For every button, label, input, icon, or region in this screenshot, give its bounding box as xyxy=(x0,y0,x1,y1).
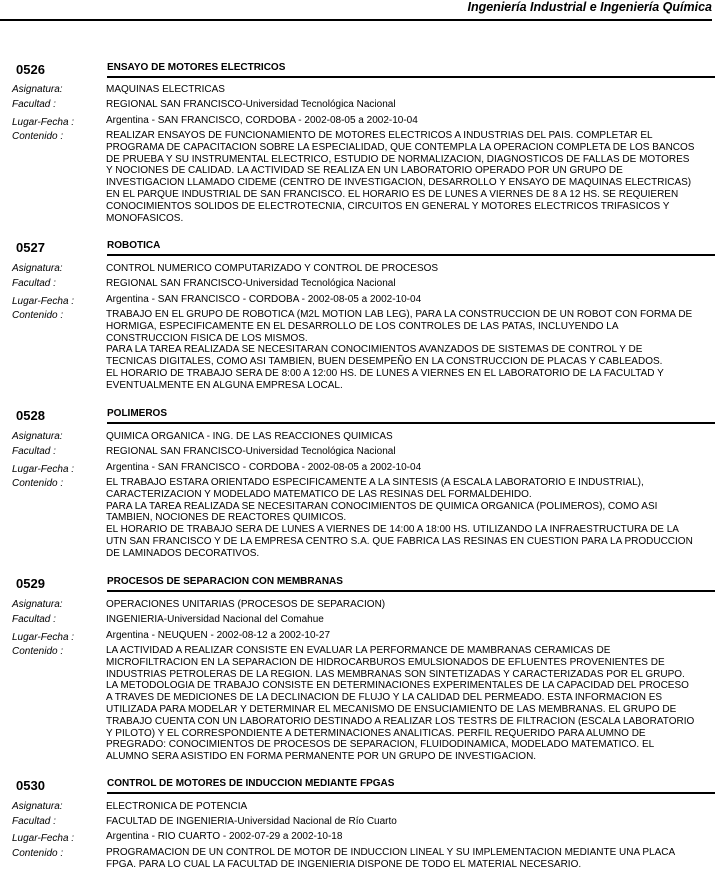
facultad-value: FACULTAD DE INGENIERIA-Universidad Nacional de Río Cuarto xyxy=(106,816,397,827)
lugar-fecha-label: Lugar-Fecha : xyxy=(12,632,75,643)
entry-title: ROBOTICA xyxy=(107,240,161,251)
entry-rule xyxy=(107,254,715,256)
lugar-fecha-value: Argentina - SAN FRANCISCO - CORDOBA - 2002-08-05 a 2002-10-04 xyxy=(106,462,422,473)
contenido-text: TRABAJO EN EL GRUPO DE ROBOTICA (M2L MOTION LAB LEG), PARA LA CONSTRUCCION DE UN ROBOT CON FORMA DE HORMIGA, ESPECIFICAMENTE EN EL DESARROLLO DE LOS CONTROLES DE LAS PATAS, INCLUYENDO LA CONSTRUCCION FISICA DE LOS MISMOS. PARA LA TAREA REALIZADA SE NECESITARAN CONOCIMIENTOS AVANZADOS DE SISTEMAS DE CONTROL Y DE TECNICAS DIGITALES, COMO ASI TAMBIEN, BUEN DESEMPEÑO EN LA CONSTRUCCION DE PLACAS Y CABLEADOS. EL HORARIO DE TRABAJO SERA DE 8:00 A 12:00 HS. DE LUNES A VIERNES EN EL LABORATORIO DE LA FACULTAD Y EVENTUALMENTE EN ALGUNA EMPRESA LOCAL. xyxy=(106,309,693,391)
entry-title: PROCESOS DE SEPARACION CON MEMBRANAS xyxy=(107,576,343,587)
lugar-fecha-value: Argentina - SAN FRANCISCO, CORDOBA - 2002-08-05 a 2002-10-04 xyxy=(106,115,418,126)
lugar-fecha-value: Argentina - SAN FRANCISCO - CORDOBA - 2002-08-05 a 2002-10-04 xyxy=(106,294,422,305)
entry-number: 0530 xyxy=(16,778,45,793)
entry-0527 xyxy=(0,240,716,395)
entry-title: CONTROL DE MOTORES DE INDUCCION MEDIANTE FPGAS xyxy=(107,778,395,789)
facultad-label: Facultad : xyxy=(12,614,56,625)
entry-rule xyxy=(107,590,715,592)
facultad-value: REGIONAL SAN FRANCISCO-Universidad Tecnológica Nacional xyxy=(106,446,396,457)
contenido-label: Contenido : xyxy=(12,848,64,859)
asignatura-value: CONTROL NUMERICO COMPUTARIZADO Y CONTROL DE PROCESOS xyxy=(106,263,439,274)
asignatura-value: OPERACIONES UNITARIAS (PROCESOS DE SEPARACION) xyxy=(106,599,386,610)
lugar-fecha-label: Lugar-Fecha : xyxy=(12,833,75,844)
lugar-fecha-value: Argentina - RIO CUARTO - 2002-07-29 a 2002-10-18 xyxy=(106,831,343,842)
asignatura-value: MAQUINAS ELECTRICAS xyxy=(106,84,225,95)
entry-rule xyxy=(107,76,715,78)
facultad-value: INGENIERIA-Universidad Nacional del Comahue xyxy=(106,614,324,625)
asignatura-label: Asignatura: xyxy=(12,801,63,812)
entry-title: POLIMEROS xyxy=(107,408,168,419)
entry-0530 xyxy=(0,778,716,871)
asignatura-label: Asignatura: xyxy=(12,599,63,610)
entry-rule xyxy=(107,422,715,424)
facultad-label: Facultad : xyxy=(12,446,56,457)
facultad-value: REGIONAL SAN FRANCISCO-Universidad Tecnológica Nacional xyxy=(106,278,396,289)
entry-number: 0528 xyxy=(16,408,45,423)
lugar-fecha-label: Lugar-Fecha : xyxy=(12,296,75,307)
entry-number: 0527 xyxy=(16,240,45,255)
page-header: Ingeniería Industrial e Ingeniería Química xyxy=(467,0,712,14)
facultad-value: REGIONAL SAN FRANCISCO-Universidad Tecnológica Nacional xyxy=(106,99,396,110)
facultad-label: Facultad : xyxy=(12,278,56,289)
entry-0529 xyxy=(0,576,716,766)
asignatura-value: QUIMICA ORGANICA - ING. DE LAS REACCIONES QUIMICAS xyxy=(106,431,393,442)
asignatura-label: Asignatura: xyxy=(12,431,63,442)
contenido-text: EL TRABAJO ESTARA ORIENTADO ESPECIFICAMENTE A LA SINTESIS (A ESCALA LABORATORIO E INDUSTRIAL), CARACTERIZACION Y MODELADO MATEMATICO DE LAS RESINAS DEL FORMALDEHIDO. PARA LA TAREA REALIZADA SE NECESITARAN CONOCIMIENTOS DE QUIMICA ORGANICA (POLIMEROS), COMO ASI TAMBIEN, NOCIONES DE REACTORES QUIMICOS. EL HORARIO DE TRABAJO SERA DE LUNES A VIERNES DE 14:00 A 18:00 HS. UTILIZANDO LA INFRAESTRUCTURA DE LA UTN SAN FRANCISCO Y DE LA EMPRESA CENTRO S.A. QUE FABRICA LAS RESINAS EN CUESTION PARA LA PRODUCCION DE LAMINADOS DECORATIVOS. xyxy=(106,477,693,559)
header-rule xyxy=(0,19,712,21)
contenido-label: Contenido : xyxy=(12,310,64,321)
contenido-label: Contenido : xyxy=(12,478,64,489)
entry-0528 xyxy=(0,408,716,563)
entry-rule xyxy=(107,792,715,794)
lugar-fecha-value: Argentina - NEUQUEN - 2002-08-12 a 2002-10-27 xyxy=(106,630,331,641)
facultad-label: Facultad : xyxy=(12,816,56,827)
contenido-text: LA ACTIVIDAD A REALIZAR CONSISTE EN EVALUAR LA PERFORMANCE DE MAMBRANAS CERAMICAS DE MICROFILTRACION EN LA SEPARACION DE HIDROCARBUROS EMULSIONADOS DE EFLUENTES PROVENIENTES DE INDUSTRIAS PETROLERAS DE LA REGION. LAS MEMBRANAS SON SINTETIZADAS Y CARACTERIZADAS POR EL GRUPO. LA METODOLOGIA DE TRABAJO CONSISTE EN DETERMINACIONES EXPERIMENTALES DE LA CAPACIDAD DEL PROCESO A TRAVES DE MEDICIONES DE LA DECLINACION DE FLUJO Y LA CALIDAD DEL PERMEADO. ESTA INFORMACION ES UTILIZADA PARA MODELAR Y DETERMINAR EL MECANISMO DE ENSUCIAMIENTO DE LAS MEMBRANAS. EL GRUPO DE TRABAJO CUENTA CON UN LABORATORIO DESTINADO A REALIZAR LOS TESTRS DE FILTRACION (ESCALA LABORATORIO Y PILOTO) Y EL CORRESPONDIENTE A DETERMINACIONES ANALITICAS. PERFIL REQUERIDO PARA ALUMNO DE PREGRADO: CONOCIMIENTOS DE PROCESOS DE SEPARACION, FLUIDODINAMICA, MODELADO MATEMATICO. EL ALUMNO SERA ASISTIDO EN FORMA PERMANENTE POR UN GRUPO DE INVESTIGACION. xyxy=(106,645,695,763)
entry-number: 0529 xyxy=(16,576,45,591)
facultad-label: Facultad : xyxy=(12,99,56,110)
entry-number: 0526 xyxy=(16,62,45,77)
contenido-text: PROGRAMACION DE UN CONTROL DE MOTOR DE INDUCCION LINEAL Y SU IMPLEMENTACION MEDIANTE UNA PLACA FPGA. PARA LO CUAL LA FACULTAD DE INGENIERIA DISPONE DE TODO EL MATERIAL NECESARIO. xyxy=(106,847,676,870)
asignatura-label: Asignatura: xyxy=(12,84,63,95)
entry-0526 xyxy=(0,62,716,227)
lugar-fecha-label: Lugar-Fecha : xyxy=(12,117,75,128)
asignatura-label: Asignatura: xyxy=(12,263,63,274)
lugar-fecha-label: Lugar-Fecha : xyxy=(12,464,75,475)
contenido-text: REALIZAR ENSAYOS DE FUNCIONAMIENTO DE MOTORES ELECTRICOS A INDUSTRIAS DEL PAIS. COMPLETAR EL PROGRAMA DE CAPACITACION SOBRE LA ESPECIALIDAD, QUE CONTEMPLA LA OPERACION COMPLETA DE LOS BANCOS DE PRUEBA Y SU INSTRUMENTAL ELECTRICO, ESTUDIO DE NORMALIZACION, DIAGNOSTICOS DE FALLAS DE MOTORES Y NOCIONES DE CALIDAD. LA ACTIVIDAD SE REALIZA EN UN LABORATORIO OPERADO POR UN GRUPO DE INVESTIGACION LLAMADO CIDEME (CENTRO DE INVESTIGACION, DESARROLLO Y ENSAYO DE MAQUINAS ELECTRICAS) EN EL PARQUE INDUSTRIAL DE SAN FRANCISCO. EL HORARIO ES DE LUNES A VIERNES DE 8 A 12 HS. SE REQUIEREN CONOCIMIENTOS SOLIDOS DE ELECTROTECNIA, CIRCUITOS EN GENERAL Y MOTORES ELECTRICOS TRIFASICOS Y MONOFASICOS. xyxy=(106,130,695,224)
contenido-label: Contenido : xyxy=(12,646,64,657)
asignatura-value: ELECTRONICA DE POTENCIA xyxy=(106,801,248,812)
contenido-label: Contenido : xyxy=(12,131,64,142)
entry-title: ENSAYO DE MOTORES ELECTRICOS xyxy=(107,62,286,73)
